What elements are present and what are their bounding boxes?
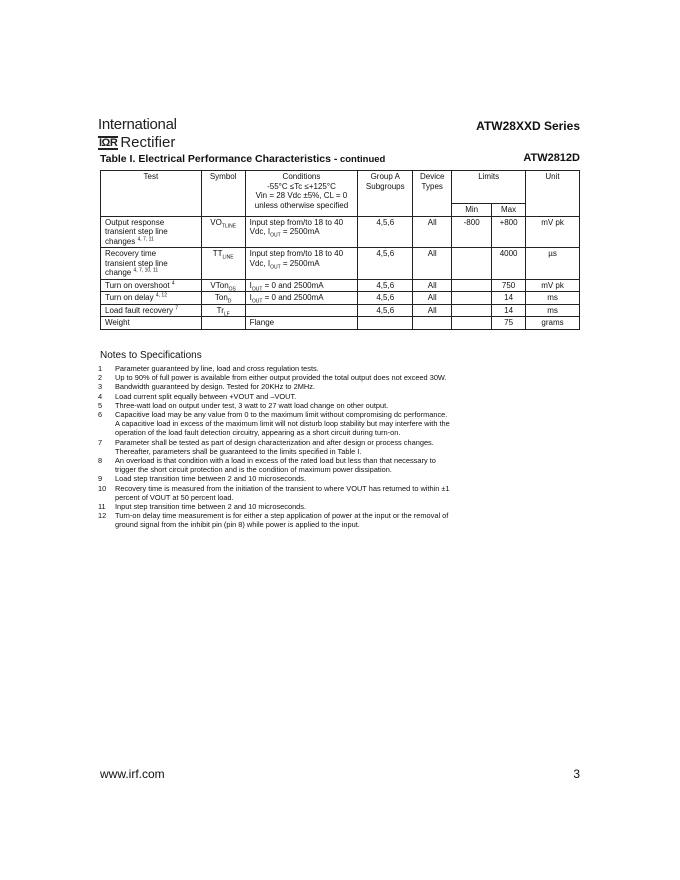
group-value: 4,5,6: [376, 249, 395, 258]
header-conditions: [245, 171, 358, 217]
note-number: 7: [98, 437, 103, 447]
note-number: 3: [98, 382, 103, 392]
cell-conditions: [245, 216, 358, 248]
electrical-characteristics-table: [100, 170, 580, 330]
note-line: Up to 90% of full power is available from either output provided the total output does not exceed 30W.: [115, 373, 447, 383]
header-group-line: Group A: [370, 172, 400, 181]
max-value: 75: [504, 318, 514, 327]
note-item: [98, 474, 498, 483]
table-title-continued: continued: [337, 154, 386, 165]
note-number: 9: [98, 474, 103, 484]
cell-max: [492, 279, 526, 292]
cell-conditions: [245, 317, 358, 330]
note-line: percent of VOUT at 50 percent load.: [115, 492, 234, 502]
note-item: [98, 438, 498, 456]
note-item: [98, 484, 498, 502]
condition-line: [250, 318, 354, 328]
cell-group: [358, 304, 413, 317]
test-line-wrap: [105, 293, 197, 303]
header-group-line: Subgroups: [365, 181, 405, 191]
note-number: 12: [98, 511, 107, 521]
symbol-subscript: D: [227, 298, 232, 305]
min-value: -800: [463, 217, 480, 227]
condition-text: I: [249, 293, 252, 302]
test-note-ref: 4, 7, 10, 11: [133, 267, 159, 274]
max-value: 14: [504, 293, 514, 302]
device-value: All: [427, 293, 437, 302]
cell-symbol: [201, 292, 245, 305]
condition-line: Input step from/to 18 to 40: [249, 217, 344, 227]
note-line: An overload is that condition with a load in excess of the rated load but less than that necessary to: [115, 456, 436, 466]
test-line: Weight: [105, 318, 130, 327]
header-conditions-line: Conditions: [282, 172, 321, 181]
note-line: Recovery time is measured from the initiation of the transient to where VOUT has returned to within ±1: [115, 483, 450, 493]
header-max: Max: [492, 204, 526, 217]
note-item: [98, 373, 498, 382]
test-line: Turn on delay: [105, 293, 154, 302]
condition-tail: = 0 and 2500mA: [262, 293, 324, 302]
table-row: [101, 216, 580, 248]
note-text: [115, 364, 498, 373]
note-number: 5: [98, 400, 103, 410]
cell-symbol: [201, 304, 245, 317]
cell-min: [452, 248, 492, 280]
condition-subscript: OUT: [270, 264, 281, 271]
cell-device: [413, 279, 452, 292]
note-item: [98, 502, 498, 511]
table-row: [101, 292, 580, 305]
symbol-subscript: LINE: [222, 254, 234, 261]
condition-tail: = 2500mA: [280, 227, 320, 236]
note-line: Capacitive load may be any value from 0 to the maximum limit without compromising dc performance.: [115, 410, 448, 420]
condition-line: [250, 259, 354, 269]
header-conditions-line: -55°C ≤Tc ≤+125°C: [267, 181, 336, 191]
test-note-ref: 4: [171, 279, 175, 286]
cell-unit: [526, 304, 580, 317]
note-line: trigger the short circuit protection and is the condition of maximum power dissipation.: [115, 465, 392, 475]
group-value: 4,5,6: [376, 305, 395, 315]
test-line-wrap: [105, 306, 197, 316]
unit-value: mV pk: [541, 217, 564, 227]
cell-test: [101, 317, 202, 330]
condition-text: Flange: [249, 318, 275, 327]
cell-conditions: [245, 248, 358, 280]
note-line: Load current split equally between +VOUT and –VOUT.: [115, 391, 297, 401]
cell-max: [492, 216, 526, 248]
note-number: 11: [98, 502, 106, 512]
cell-test: [101, 292, 202, 305]
group-value: 4,5,6: [376, 217, 395, 227]
note-line: Three-watt load on output under test, 3 watt to 27 watt load change on other output.: [115, 400, 389, 410]
max-value: 4000: [499, 249, 518, 258]
cell-min: [452, 216, 492, 248]
max-value: 750: [501, 280, 516, 290]
cell-device: [413, 304, 452, 317]
symbol-subscript: LF: [223, 311, 230, 318]
cell-test: [101, 304, 202, 317]
symbol-text: VO: [210, 217, 222, 227]
header-symbol: Symbol: [201, 171, 245, 217]
cell-min: [452, 279, 492, 292]
note-item: [98, 392, 498, 401]
test-line: changes: [105, 236, 136, 246]
symbol-subscript: OS: [228, 286, 236, 293]
note-text: [115, 401, 498, 410]
cell-max: [492, 292, 526, 305]
note-line: operation of the load fault detection circuitry, appearing as a short circuit during turn-on.: [115, 428, 401, 438]
condition-tail: = 2500mA: [280, 258, 320, 268]
max-value: 14: [504, 305, 514, 315]
note-item: [98, 364, 498, 373]
note-text: [115, 373, 498, 382]
condition-subscript: OUT: [251, 286, 263, 293]
note-line: Turn-on delay time measurement is for either a step application of power at the input or the removal of: [115, 511, 449, 521]
cell-min: [452, 317, 492, 330]
condition-line: Input step from/to 18 to 40: [249, 249, 344, 258]
test-line: change: [105, 268, 132, 277]
ior-logo-mark: IΩR: [99, 136, 118, 149]
note-text: [115, 484, 498, 502]
note-text: [115, 392, 498, 401]
cell-device: [413, 317, 452, 330]
cell-min: [452, 304, 492, 317]
model-number: ATW2812D: [523, 152, 580, 164]
cell-max: [492, 248, 526, 280]
note-line: Parameter guaranteed by line, load and cross regulation tests.: [115, 364, 319, 373]
test-line: Load fault recovery: [105, 305, 174, 315]
test-line: Output response: [105, 217, 165, 227]
company-logo: [98, 134, 175, 151]
test-line-wrap: [105, 237, 197, 247]
company-logo-line1: International: [98, 116, 177, 133]
header-device-line: Device: [419, 172, 445, 181]
cell-group: [358, 216, 413, 248]
cell-unit: [526, 279, 580, 292]
header-min: Min: [452, 204, 492, 217]
condition-text: I: [249, 280, 252, 290]
condition-line: [250, 227, 354, 237]
table-title: [100, 153, 385, 165]
unit-value: µs: [548, 249, 557, 258]
unit-value: mV pk: [541, 280, 564, 290]
note-number: 8: [98, 456, 103, 466]
test-note-ref: 7: [175, 304, 179, 311]
company-logo-line2: Rectifier: [120, 134, 176, 151]
test-note-ref: 4, 7, 11: [137, 235, 154, 242]
group-value: 4,5,6: [376, 280, 395, 290]
test-line-wrap: [105, 281, 197, 291]
cell-group: [358, 292, 413, 305]
header-test: Test: [101, 171, 202, 217]
note-line: Input step transition time between 2 and 10 microseconds.: [115, 502, 307, 512]
header-device: [413, 171, 452, 217]
symbol-text: VTon: [210, 280, 229, 290]
test-line-wrap: [105, 268, 197, 278]
table-row: [101, 304, 580, 317]
test-line: transient step line: [105, 227, 168, 236]
cell-unit: [526, 248, 580, 280]
cell-max: [492, 304, 526, 317]
cell-unit: [526, 216, 580, 248]
header-device-line: Types: [421, 181, 443, 191]
condition-text: Vdc, I: [249, 258, 271, 268]
device-value: All: [427, 280, 437, 290]
symbol-text: Tr: [216, 305, 224, 315]
notes-list: [98, 364, 498, 530]
cell-unit: [526, 292, 580, 305]
condition-subscript: OUT: [270, 232, 281, 239]
note-item: [98, 456, 498, 474]
cell-conditions: [245, 279, 358, 292]
symbol-text: TT: [212, 249, 223, 258]
note-item: [98, 410, 498, 438]
cell-test: [101, 248, 202, 280]
condition-line: [250, 281, 354, 291]
condition-text: Vdc, I: [249, 227, 271, 236]
note-line: Load step transition time between 2 and 10 microseconds.: [115, 474, 307, 484]
cell-unit: [526, 317, 580, 330]
note-item: [98, 401, 498, 410]
note-text: [115, 438, 498, 456]
cell-symbol: [201, 279, 245, 292]
cell-conditions: [245, 304, 358, 317]
cell-device: [413, 248, 452, 280]
cell-symbol: [201, 317, 245, 330]
note-number: 10: [98, 483, 107, 493]
note-line: A capacitive load in excess of the maximum limit will not disturb loop stability but may interfere with the: [115, 419, 450, 429]
footer-url: www.irf.com: [100, 767, 165, 781]
note-text: [115, 456, 498, 474]
device-value: All: [427, 249, 437, 258]
note-number: 2: [98, 373, 103, 383]
unit-value: grams: [541, 318, 564, 327]
header-group: [358, 171, 413, 217]
cell-group: [358, 279, 413, 292]
condition-line: [250, 293, 354, 303]
note-text: [115, 410, 498, 438]
header-conditions-line: unless otherwise specified: [254, 200, 349, 210]
max-value: +800: [499, 217, 518, 227]
page-number: 3: [573, 767, 580, 781]
note-text: [115, 502, 498, 511]
header-conditions-line: Vin = 28 Vdc ±5%, CL = 0: [255, 191, 348, 200]
note-line: Thereafter, parameters shall be guaranteed to the limits specified in Table I.: [115, 446, 362, 456]
note-line: ground signal from the inhibit pin (pin 8) while power is applied to the input.: [115, 520, 360, 530]
cell-symbol: [201, 248, 245, 280]
note-text: [115, 382, 498, 391]
group-value: 4,5,6: [376, 293, 395, 302]
test-line: Turn on overshoot: [105, 280, 170, 290]
device-value: All: [427, 305, 437, 315]
table-row: [101, 248, 580, 280]
series-title: ATW28XXD Series: [476, 119, 580, 133]
table-row: [101, 279, 580, 292]
test-line: Recovery time: [105, 249, 157, 258]
test-line: transient step line: [105, 258, 168, 268]
note-line: Parameter shall be tested as part of design characterization and after design or process changes.: [115, 437, 434, 447]
cell-group: [358, 317, 413, 330]
device-value: All: [427, 217, 437, 227]
condition-subscript: OUT: [251, 298, 263, 305]
cell-device: [413, 216, 452, 248]
cell-test: [101, 279, 202, 292]
unit-value: ms: [547, 305, 558, 315]
note-number: 6: [98, 410, 103, 420]
cell-symbol: [201, 216, 245, 248]
test-note-ref: 4, 12: [155, 292, 167, 299]
note-number: 4: [98, 391, 103, 401]
cell-max: [492, 317, 526, 330]
symbol-subscript: TLINE: [221, 223, 237, 230]
cell-conditions: [245, 292, 358, 305]
cell-device: [413, 292, 452, 305]
note-text: [115, 474, 498, 483]
notes-title: Notes to Specifications: [100, 350, 202, 361]
unit-value: ms: [547, 293, 558, 302]
cell-test: [101, 216, 202, 248]
cell-min: [452, 292, 492, 305]
table-row: [101, 317, 580, 330]
note-item: [98, 511, 498, 529]
note-number: 1: [98, 364, 103, 373]
header-unit: Unit: [526, 171, 580, 217]
table-title-main: Table I. Electrical Performance Characteristics -: [100, 153, 338, 165]
symbol-text: Ton: [214, 293, 228, 302]
note-line: Bandwidth guaranteed by design. Tested for 20KHz to 2MHz.: [115, 382, 315, 392]
header-limits: Limits: [452, 171, 526, 204]
cell-group: [358, 248, 413, 280]
note-text: [115, 511, 498, 529]
note-item: [98, 382, 498, 391]
condition-tail: = 0 and 2500mA: [262, 280, 324, 290]
